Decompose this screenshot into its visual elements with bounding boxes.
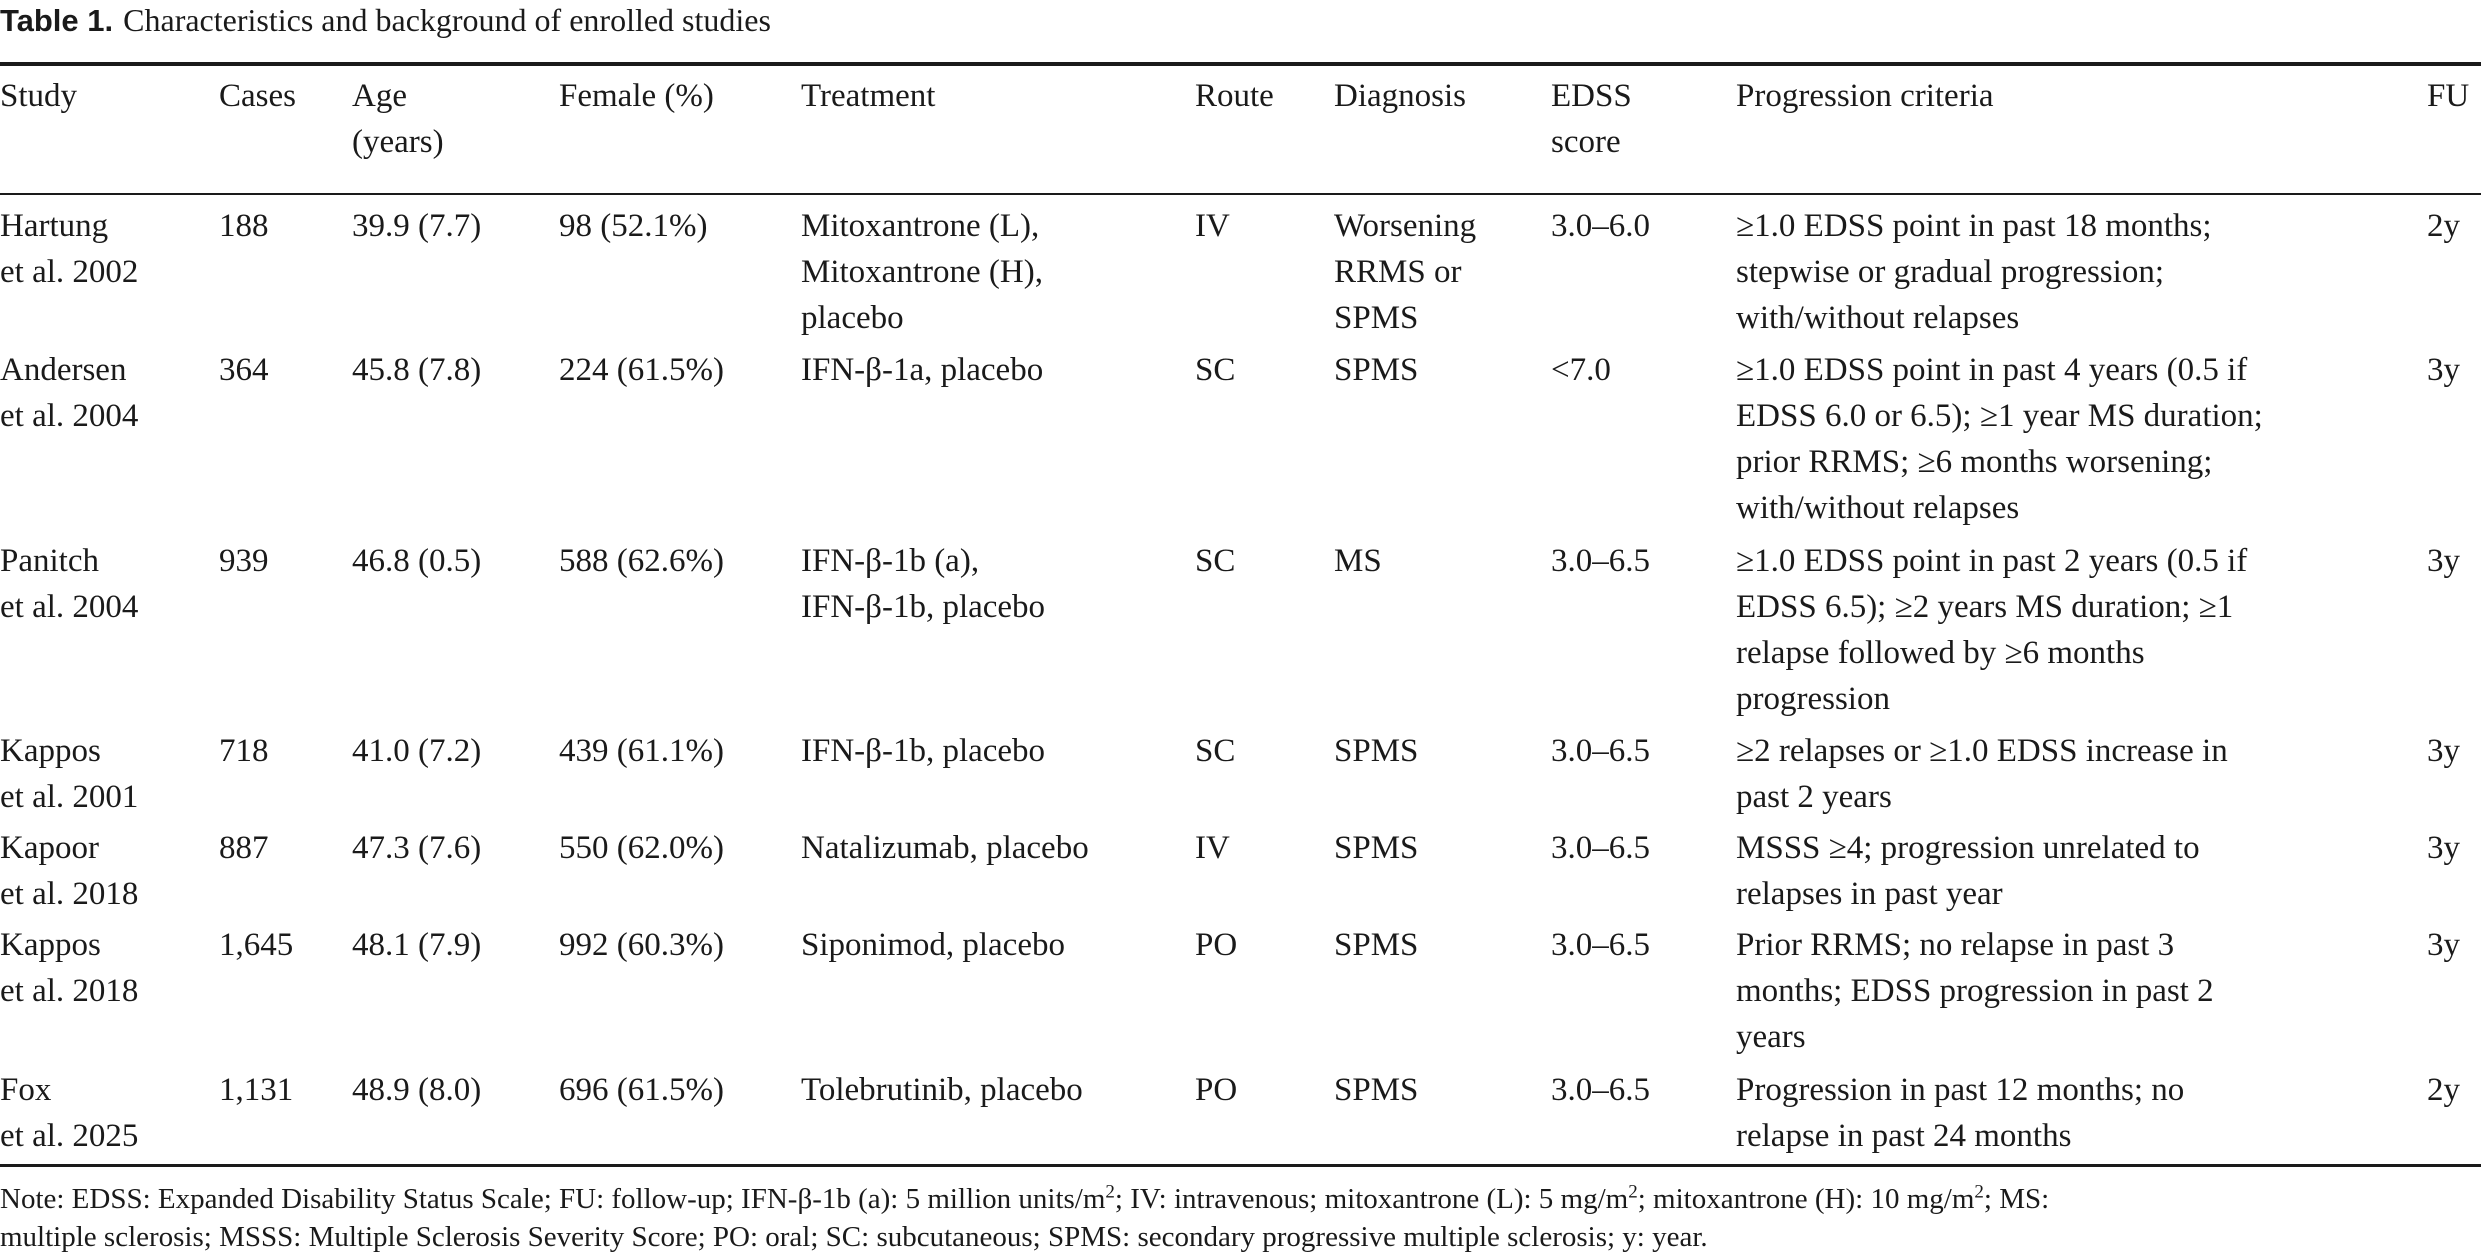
cell-line: with/without relapses: [1736, 490, 2020, 526]
cell-line: with/without relapses: [1736, 300, 2020, 336]
cell-study: [0, 347, 200, 439]
cell-progression: [1736, 1067, 2426, 1159]
header-treatment: Treatment: [801, 78, 936, 114]
note-line-1: Note: EDSS: Expanded Disability Status Scale; FU: follow-up; IFN-β-1b (a): 5 million units/$m^2$; IV: intravenous; mitoxantrone (L): 5 $mg/m^2$; mitoxantrone (H): 10 $mg/m^2$; MS:: [0, 1181, 2050, 1215]
bottom-rule: [0, 1164, 2481, 1167]
cell-line: Mitoxantrone (H),: [801, 254, 1043, 290]
cell-line: et al. 2004: [0, 398, 139, 434]
cell-line: SPMS: [1334, 733, 1419, 769]
cell-line: ≥1.0 EDSS point in past 4 years (0.5 if: [1736, 352, 2248, 388]
cell-line: Tolebrutinib, placebo: [801, 1072, 1083, 1108]
header-cases: Cases: [219, 78, 296, 114]
cell-diagnosis: [1334, 1067, 1534, 1113]
cell-line: IFN-β-1b, placebo: [801, 589, 1046, 625]
cell-female: 98 (52.1%): [559, 208, 708, 244]
cell-treatment: [801, 1067, 1161, 1113]
cell-treatment: [801, 538, 1161, 630]
header-study: Study: [0, 78, 78, 114]
cell-line: Fox: [0, 1072, 52, 1108]
cell-line: Hartung: [0, 208, 109, 244]
cell-line: EDSS 6.0 or 6.5); ≥1 year MS duration;: [1736, 398, 2263, 434]
cell-cases: 939: [219, 543, 269, 579]
cell-treatment: [801, 203, 1161, 341]
cell-edss: 3.0–6.0: [1551, 208, 1650, 244]
cell-line: ≥1.0 EDSS point in past 18 months;: [1736, 208, 2212, 244]
header-progression: Progression criteria: [1736, 78, 1994, 114]
cell-age: 45.8 (7.8): [352, 352, 482, 388]
header-route: Route: [1195, 78, 1274, 114]
cell-age: 48.9 (8.0): [352, 1072, 482, 1108]
cell-line: et al. 2004: [0, 589, 139, 625]
cell-age: 39.9 (7.7): [352, 208, 482, 244]
cell-route: IV: [1195, 830, 1230, 866]
cell-line: SPMS: [1334, 1072, 1419, 1108]
cell-diagnosis: [1334, 347, 1534, 393]
cell-edss: <7.0: [1551, 352, 1611, 388]
cell-study: [0, 203, 200, 295]
cell-line: ≥1.0 EDSS point in past 2 years (0.5 if: [1736, 543, 2248, 579]
cell-line: stepwise or gradual progression;: [1736, 254, 2164, 290]
cell-edss: 3.0–6.5: [1551, 733, 1650, 769]
cell-line: IFN-β-1b, placebo: [801, 733, 1046, 769]
cell-fu: 2y: [2427, 208, 2460, 244]
cell-line: score: [1551, 124, 1621, 160]
cell-line: Progression in past 12 months; no: [1736, 1072, 2185, 1108]
cell-line: Panitch: [0, 543, 99, 579]
table-title: Characteristics and background of enrolled studies: [123, 2, 771, 38]
cell-age: 46.8 (0.5): [352, 543, 482, 579]
table-label: Table 1.: [0, 3, 114, 38]
cell-line: Kappos: [0, 733, 101, 769]
cell-progression: [1736, 347, 2426, 531]
cell-female: 696 (61.5%): [559, 1072, 724, 1108]
cell-line: EDSS: [1551, 78, 1632, 114]
cell-fu: 2y: [2427, 1072, 2460, 1108]
cell-female: 224 (61.5%): [559, 352, 724, 388]
cell-treatment: [801, 825, 1161, 871]
cell-line: et al. 2018: [0, 973, 139, 1009]
cell-female: 550 (62.0%): [559, 830, 724, 866]
cell-fu: 3y: [2427, 352, 2460, 388]
table-note: [0, 1180, 2481, 1256]
top-rule: [0, 62, 2481, 66]
cell-line: SPMS: [1334, 830, 1419, 866]
note-line-2: multiple sclerosis; MSSS: Multiple Sclerosis Severity Score; PO: oral; SC: subcutaneous; SPMS: secondary progressive multiple sclerosis; y: year.: [0, 1221, 1708, 1253]
cell-line: years: [1736, 1019, 1806, 1055]
cell-line: RRMS or: [1334, 254, 1462, 290]
cell-diagnosis: [1334, 538, 1534, 584]
cell-progression: [1736, 922, 2426, 1060]
cell-treatment: [801, 347, 1161, 393]
cell-line: Kappos: [0, 927, 101, 963]
cell-study: [0, 922, 200, 1014]
cell-fu: 3y: [2427, 733, 2460, 769]
cell-line: Andersen: [0, 352, 127, 388]
cell-edss: 3.0–6.5: [1551, 830, 1650, 866]
cell-route: SC: [1195, 543, 1236, 579]
cell-cases: 1,645: [219, 927, 294, 963]
cell-route: PO: [1195, 1072, 1238, 1108]
cell-treatment: [801, 728, 1161, 774]
cell-line: placebo: [801, 300, 904, 336]
cell-study: [0, 538, 200, 630]
cell-line: progression: [1736, 681, 1890, 717]
cell-edss: 3.0–6.5: [1551, 543, 1650, 579]
cell-female: 439 (61.1%): [559, 733, 724, 769]
header-age: [352, 73, 542, 165]
cell-fu: 3y: [2427, 543, 2460, 579]
header-female: Female (%): [559, 78, 714, 114]
cell-fu: 3y: [2427, 830, 2460, 866]
table-caption: [0, 0, 771, 40]
cell-line: SPMS: [1334, 300, 1419, 336]
cell-line: et al. 2001: [0, 779, 139, 815]
cell-route: IV: [1195, 208, 1230, 244]
cell-female: 588 (62.6%): [559, 543, 724, 579]
cell-line: et al. 2018: [0, 876, 139, 912]
cell-cases: 887: [219, 830, 269, 866]
header-diagnosis: Diagnosis: [1334, 78, 1466, 114]
cell-line: (years): [352, 124, 444, 160]
cell-fu: 3y: [2427, 927, 2460, 963]
cell-diagnosis: [1334, 728, 1534, 774]
cell-age: 48.1 (7.9): [352, 927, 482, 963]
cell-route: PO: [1195, 927, 1238, 963]
cell-cases: 718: [219, 733, 269, 769]
cell-line: ≥2 relapses or ≥1.0 EDSS increase in: [1736, 733, 2228, 769]
cell-line: et al. 2002: [0, 254, 139, 290]
cell-line: IFN-β-1b (a),: [801, 543, 980, 579]
cell-line: Worsening: [1334, 208, 1477, 244]
cell-cases: 188: [219, 208, 269, 244]
cell-progression: [1736, 825, 2426, 917]
cell-diagnosis: [1334, 922, 1534, 968]
cell-diagnosis: [1334, 825, 1534, 871]
cell-line: past 2 years: [1736, 779, 1892, 815]
cell-study: [0, 728, 200, 820]
cell-line: MSSS ≥4; progression unrelated to: [1736, 830, 2200, 866]
cell-line: months; EDSS progression in past 2: [1736, 973, 2214, 1009]
cell-line: MS: [1334, 543, 1382, 579]
cell-age: 47.3 (7.6): [352, 830, 482, 866]
cell-line: IFN-β-1a, placebo: [801, 352, 1044, 388]
cell-route: SC: [1195, 733, 1236, 769]
cell-line: SPMS: [1334, 927, 1419, 963]
cell-line: relapses in past year: [1736, 876, 2003, 912]
cell-line: Natalizumab, placebo: [801, 830, 1089, 866]
cell-line: Kapoor: [0, 830, 99, 866]
cell-route: SC: [1195, 352, 1236, 388]
cell-progression: [1736, 538, 2426, 722]
cell-treatment: [801, 922, 1161, 968]
cell-progression: [1736, 203, 2426, 341]
cell-line: Siponimod, placebo: [801, 927, 1065, 963]
cell-diagnosis: [1334, 203, 1534, 341]
cell-line: prior RRMS; ≥6 months worsening;: [1736, 444, 2213, 480]
cell-study: [0, 825, 200, 917]
header-fu: FU: [2427, 78, 2470, 114]
cell-cases: 1,131: [219, 1072, 294, 1108]
cell-line: et al. 2025: [0, 1118, 139, 1154]
cell-line: EDSS 6.5); ≥2 years MS duration; ≥1: [1736, 589, 2234, 625]
cell-female: 992 (60.3%): [559, 927, 724, 963]
cell-line: Age: [352, 78, 407, 114]
cell-cases: 364: [219, 352, 269, 388]
cell-line: Prior RRMS; no relapse in past 3: [1736, 927, 2175, 963]
cell-study: [0, 1067, 200, 1159]
cell-line: Mitoxantrone (L),: [801, 208, 1040, 244]
cell-edss: 3.0–6.5: [1551, 1072, 1650, 1108]
cell-line: relapse followed by ≥6 months: [1736, 635, 2145, 671]
cell-edss: 3.0–6.5: [1551, 927, 1650, 963]
cell-line: relapse in past 24 months: [1736, 1118, 2072, 1154]
header-rule: [0, 193, 2481, 195]
cell-progression: [1736, 728, 2426, 820]
cell-age: 41.0 (7.2): [352, 733, 482, 769]
header-edss: [1551, 73, 1711, 165]
cell-line: SPMS: [1334, 352, 1419, 388]
